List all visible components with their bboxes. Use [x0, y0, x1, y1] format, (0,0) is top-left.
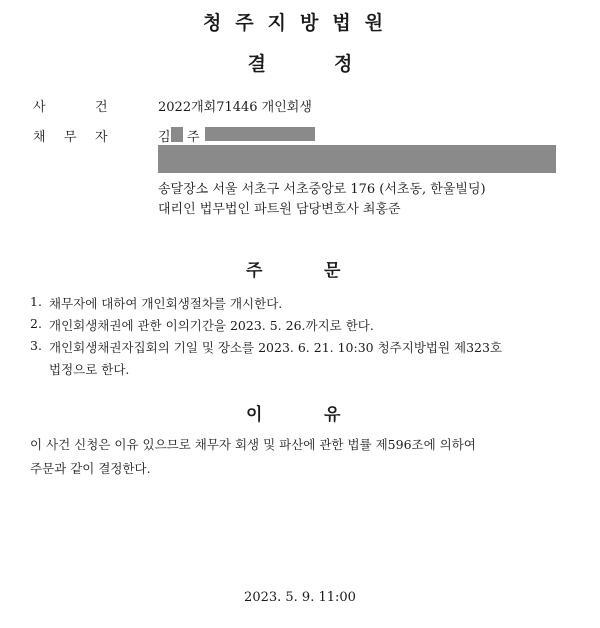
debtor-name-last: 주 — [187, 130, 200, 145]
debtor-name-first: 김 — [158, 130, 171, 145]
case-label-char-2: 건 — [95, 100, 108, 115]
redacted-address-block — [158, 145, 556, 173]
case-label-char-1: 사 — [33, 100, 46, 115]
order-item-2-number: 2. — [30, 316, 42, 331]
reason-heading-char-1: 이 — [246, 405, 263, 425]
order-item-3-text: 개인회생채권자집회의 기일 및 장소를 2023. 6. 21. 10:30 청주지방법원 제323호 — [49, 340, 503, 355]
title-char-1: 결 — [247, 53, 266, 75]
order-item-3-text-continued: 법정으로 한다. — [49, 362, 130, 377]
order-heading-char-1: 주 — [246, 261, 263, 281]
document-title — [0, 49, 600, 76]
redacted-id-block — [205, 127, 315, 141]
order-item-2-text: 개인회생채권에 관한 이의기간을 2023. 5. 26.까지로 한다. — [49, 318, 374, 333]
decision-date: 2023. 5. 9. 11:00 — [244, 590, 356, 605]
reason-line-2: 주문과 같이 결정한다. — [30, 461, 151, 476]
debtor-label-char-3: 자 — [95, 130, 108, 145]
order-item-1-number: 1. — [30, 294, 42, 309]
service-address: 송달장소 서울 서초구 서초중앙로 176 (서초동, 한울빌딩) — [158, 182, 486, 197]
title-char-2: 정 — [334, 53, 353, 75]
reason-heading-char-2: 유 — [324, 405, 341, 425]
court-name: 청주지방법원 — [202, 12, 398, 34]
order-item-1-text: 채무자에 대하여 개인회생절차를 개시한다. — [49, 296, 283, 311]
debtor-label-char-1: 채 — [33, 130, 46, 145]
redacted-name-block — [171, 127, 183, 142]
representative: 대리인 법무법인 파트원 담당변호사 최홍준 — [158, 202, 401, 217]
debtor-label-char-2: 무 — [64, 130, 77, 145]
reason-line-1: 이 사건 신청은 이유 있으므로 채무자 회생 및 파산에 관한 법률 제596조에 의하여 — [30, 437, 476, 452]
order-heading-char-2: 문 — [324, 261, 341, 281]
case-number: 2022개회71446 개인회생 — [158, 100, 312, 115]
order-item-3-number: 3. — [30, 338, 42, 353]
